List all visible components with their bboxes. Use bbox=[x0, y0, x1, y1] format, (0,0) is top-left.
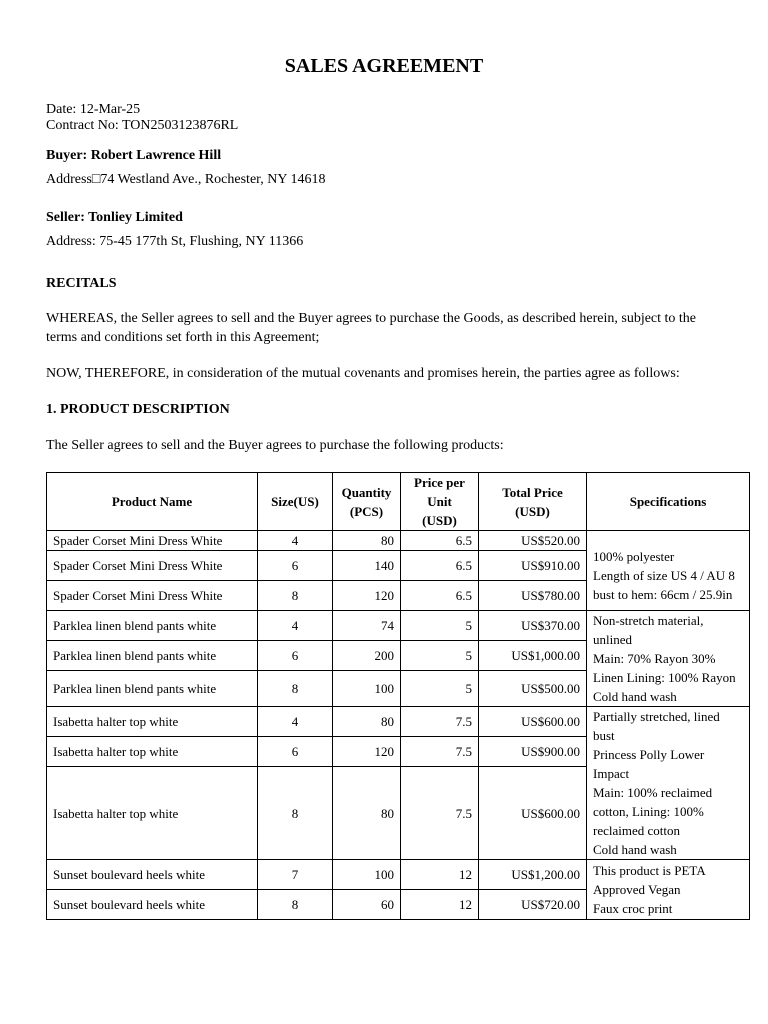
cell-product-name: Sunset boulevard heels white bbox=[47, 860, 258, 890]
spec-line: reclaimed cotton bbox=[593, 823, 680, 838]
cell-price: 5 bbox=[401, 641, 479, 671]
spec-line: Linen Lining: 100% Rayon bbox=[593, 670, 736, 685]
cell-specifications-heels bbox=[587, 860, 750, 920]
cell-quantity: 80 bbox=[333, 531, 401, 551]
spec-line: Cold hand wash bbox=[593, 689, 677, 704]
cell-total: US$1,000.00 bbox=[479, 641, 587, 671]
spec-line: Princess Polly Lower bbox=[593, 747, 705, 762]
header-price-per-unit bbox=[401, 473, 479, 531]
whereas-paragraph: WHEREAS, the Seller agrees to sell and the Buyer agrees to purchase the Goods, as described herein, subject to the terms and conditions set forth in this Agreement; bbox=[46, 311, 697, 345]
header-specifications: Specifications bbox=[587, 473, 750, 531]
header-total-line-1: Total Price bbox=[502, 484, 563, 500]
cell-size: 8 bbox=[258, 581, 333, 611]
header-total-price bbox=[479, 473, 587, 531]
cell-size: 6 bbox=[258, 551, 333, 581]
product-table bbox=[46, 472, 750, 920]
cell-product-name: Spader Corset Mini Dress White bbox=[47, 531, 258, 551]
buyer-address: Address□74 Westland Ave., Rochester, NY 14618 bbox=[46, 172, 326, 187]
cell-total: US$370.00 bbox=[479, 611, 587, 641]
cell-size: 8 bbox=[258, 767, 333, 860]
cell-product-name: Spader Corset Mini Dress White bbox=[47, 581, 258, 611]
header-quantity-line-2: (PCS) bbox=[349, 503, 384, 519]
section-1-heading: 1. PRODUCT DESCRIPTION bbox=[46, 402, 230, 417]
contract-number-line: Contract No: TON2503123876RL bbox=[46, 118, 239, 133]
table-header-row bbox=[47, 473, 750, 531]
cell-size: 4 bbox=[258, 611, 333, 641]
spec-line: Faux croc print bbox=[593, 901, 673, 916]
spec-line: Main: 70% Rayon 30% bbox=[593, 651, 716, 666]
cell-price: 6.5 bbox=[401, 531, 479, 551]
document-title: SALES AGREEMENT bbox=[284, 55, 484, 77]
cell-quantity: 200 bbox=[333, 641, 401, 671]
cell-quantity: 60 bbox=[333, 890, 401, 920]
cell-product-name: Spader Corset Mini Dress White bbox=[47, 551, 258, 581]
spec-line: bust bbox=[593, 728, 615, 743]
cell-quantity: 120 bbox=[333, 581, 401, 611]
seller-heading: Seller: Tonliey Limited bbox=[46, 210, 183, 225]
spec-line: Partially stretched, lined bbox=[593, 709, 720, 724]
header-price-line-3: (USD) bbox=[422, 513, 457, 528]
cell-size: 7 bbox=[258, 860, 333, 890]
cell-quantity: 120 bbox=[333, 737, 401, 767]
cell-total: US$910.00 bbox=[479, 551, 587, 581]
cell-price: 5 bbox=[401, 671, 479, 707]
spec-line: bust to hem: 66cm / 25.9in bbox=[593, 586, 733, 602]
spec-line: unlined bbox=[593, 632, 632, 647]
spec-line: This product is PETA bbox=[593, 863, 706, 878]
header-total-line-2: (USD) bbox=[515, 503, 550, 519]
spec-line: 100% polyester bbox=[593, 548, 675, 564]
spec-line: Impact bbox=[593, 766, 630, 781]
header-price-line-1: Price per bbox=[414, 475, 465, 490]
cell-total: US$1,200.00 bbox=[479, 860, 587, 890]
header-quantity-line-1: Quantity bbox=[341, 484, 392, 500]
spec-line: Length of size US 4 / AU 8 bbox=[593, 567, 735, 583]
seller-address: Address: 75-45 177th St, Flushing, NY 11366 bbox=[46, 234, 304, 249]
cell-size: 8 bbox=[258, 671, 333, 707]
cell-total: US$780.00 bbox=[479, 581, 587, 611]
cell-price: 7.5 bbox=[401, 707, 479, 737]
spec-line: Main: 100% reclaimed bbox=[593, 785, 713, 800]
table-row bbox=[47, 860, 750, 890]
cell-product-name: Parklea linen blend pants white bbox=[47, 611, 258, 641]
cell-quantity: 80 bbox=[333, 767, 401, 860]
cell-price: 5 bbox=[401, 611, 479, 641]
cell-specifications-dress bbox=[587, 531, 750, 611]
cell-quantity: 140 bbox=[333, 551, 401, 581]
cell-quantity: 74 bbox=[333, 611, 401, 641]
cell-price: 7.5 bbox=[401, 737, 479, 767]
cell-total: US$520.00 bbox=[479, 531, 587, 551]
spec-line: Cold hand wash bbox=[593, 842, 677, 857]
cell-size: 4 bbox=[258, 707, 333, 737]
buyer-heading: Buyer: Robert Lawrence Hill bbox=[46, 148, 222, 163]
table-row bbox=[47, 531, 750, 551]
now-therefore-paragraph: NOW, THEREFORE, in consideration of the mutual covenants and promises herein, the parties agree as follows: bbox=[46, 366, 680, 381]
cell-price: 7.5 bbox=[401, 767, 479, 860]
cell-total: US$900.00 bbox=[479, 737, 587, 767]
cell-product-name: Isabetta halter top white bbox=[47, 707, 258, 737]
spec-line: Approved Vegan bbox=[593, 882, 681, 897]
header-price-line-2: Unit bbox=[427, 494, 452, 509]
header-product-name: Product Name bbox=[47, 473, 258, 531]
cell-size: 8 bbox=[258, 890, 333, 920]
spec-line: cotton, Lining: 100% bbox=[593, 804, 704, 819]
cell-quantity: 100 bbox=[333, 671, 401, 707]
section-1-intro: The Seller agrees to sell and the Buyer agrees to purchase the following products: bbox=[46, 438, 504, 453]
cell-product-name: Parklea linen blend pants white bbox=[47, 641, 258, 671]
recitals-heading: RECITALS bbox=[46, 276, 117, 291]
table-row bbox=[47, 707, 750, 737]
cell-product-name: Isabetta halter top white bbox=[47, 737, 258, 767]
cell-price: 6.5 bbox=[401, 581, 479, 611]
cell-quantity: 80 bbox=[333, 707, 401, 737]
table-row bbox=[47, 611, 750, 641]
header-quantity bbox=[333, 473, 401, 531]
cell-price: 12 bbox=[401, 860, 479, 890]
cell-specifications-pants bbox=[587, 611, 750, 707]
cell-total: US$600.00 bbox=[479, 767, 587, 860]
cell-total: US$500.00 bbox=[479, 671, 587, 707]
cell-size: 6 bbox=[258, 641, 333, 671]
cell-specifications-top bbox=[587, 707, 750, 860]
cell-total: US$720.00 bbox=[479, 890, 587, 920]
cell-product-name: Sunset boulevard heels white bbox=[47, 890, 258, 920]
cell-price: 12 bbox=[401, 890, 479, 920]
cell-product-name: Parklea linen blend pants white bbox=[47, 671, 258, 707]
date-line: Date: 12-Mar-25 bbox=[46, 102, 141, 117]
cell-price: 6.5 bbox=[401, 551, 479, 581]
cell-product-name: Isabetta halter top white bbox=[47, 767, 258, 860]
cell-size: 6 bbox=[258, 737, 333, 767]
cell-size: 4 bbox=[258, 531, 333, 551]
spec-line: Non-stretch material, bbox=[593, 613, 704, 628]
cell-quantity: 100 bbox=[333, 860, 401, 890]
header-size: Size(US) bbox=[258, 473, 333, 531]
cell-total: US$600.00 bbox=[479, 707, 587, 737]
